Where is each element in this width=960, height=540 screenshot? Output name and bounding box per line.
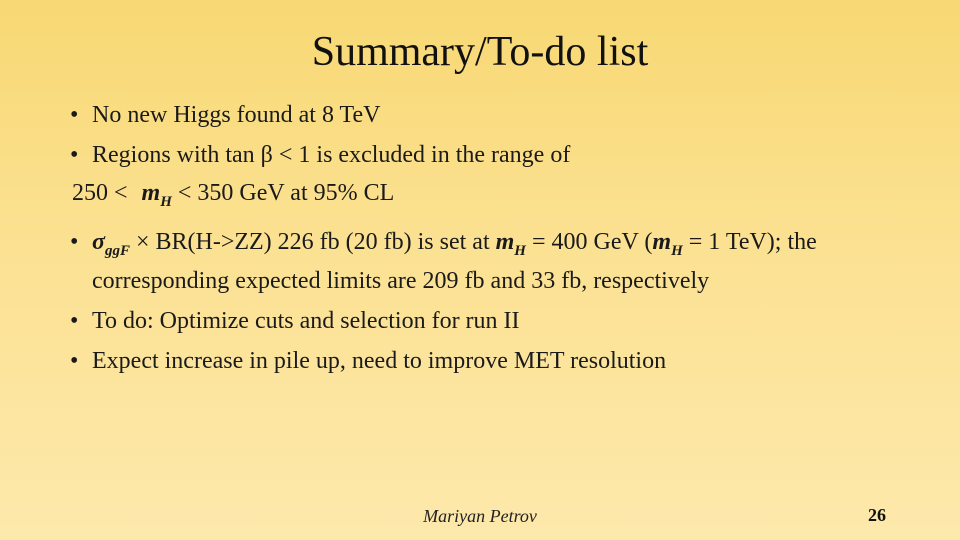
list-item xyxy=(70,346,920,376)
list-item xyxy=(70,227,920,296)
list-item xyxy=(70,100,920,130)
bullet-text-part-b: = 400 GeV ( xyxy=(531,228,653,255)
bullet-list xyxy=(70,100,920,386)
bullet-marker: • xyxy=(70,228,79,255)
bullet-text-part-a: × BR(H->ZZ) 226 fb (20 fb) is set at xyxy=(135,228,490,255)
page-number: 26 xyxy=(868,505,886,525)
footer-author: Mariyan Petrov xyxy=(423,506,537,526)
sigma-symbol: $\sigma_{ggF}$ xyxy=(92,228,130,259)
bullet-text: Regions with tan β < 1 is excluded in the range of xyxy=(92,142,571,168)
bullet-marker: • xyxy=(70,102,79,128)
bullet-marker: • xyxy=(70,142,79,168)
bullet-text: No new Higgs found at 8 TeV xyxy=(92,102,381,128)
range-upper-text: < 350 GeV at 95% CL xyxy=(177,180,395,206)
mh-symbol: $m_H$ xyxy=(652,228,683,259)
continuation-line xyxy=(70,178,920,217)
mh-symbol: $m_H$ xyxy=(495,228,526,259)
bullet-marker: • xyxy=(70,307,79,334)
range-lower-text: 250 < xyxy=(72,180,128,206)
bullet-text: To do: Optimize cuts and selection for run II xyxy=(92,307,520,334)
slide-title: Summary/To-do list xyxy=(311,29,649,75)
bullet-marker: • xyxy=(70,347,79,374)
bullet-text: Expect increase in pile up, need to improve MET resolution xyxy=(92,347,667,374)
list-item xyxy=(70,306,920,336)
bullet-text-part-c: = 1 TeV); the corresponding expected limits are 209 fb and 33 fb, respectively xyxy=(92,228,817,294)
mh-symbol: $m_H$ xyxy=(141,180,172,210)
list-item xyxy=(70,140,920,170)
